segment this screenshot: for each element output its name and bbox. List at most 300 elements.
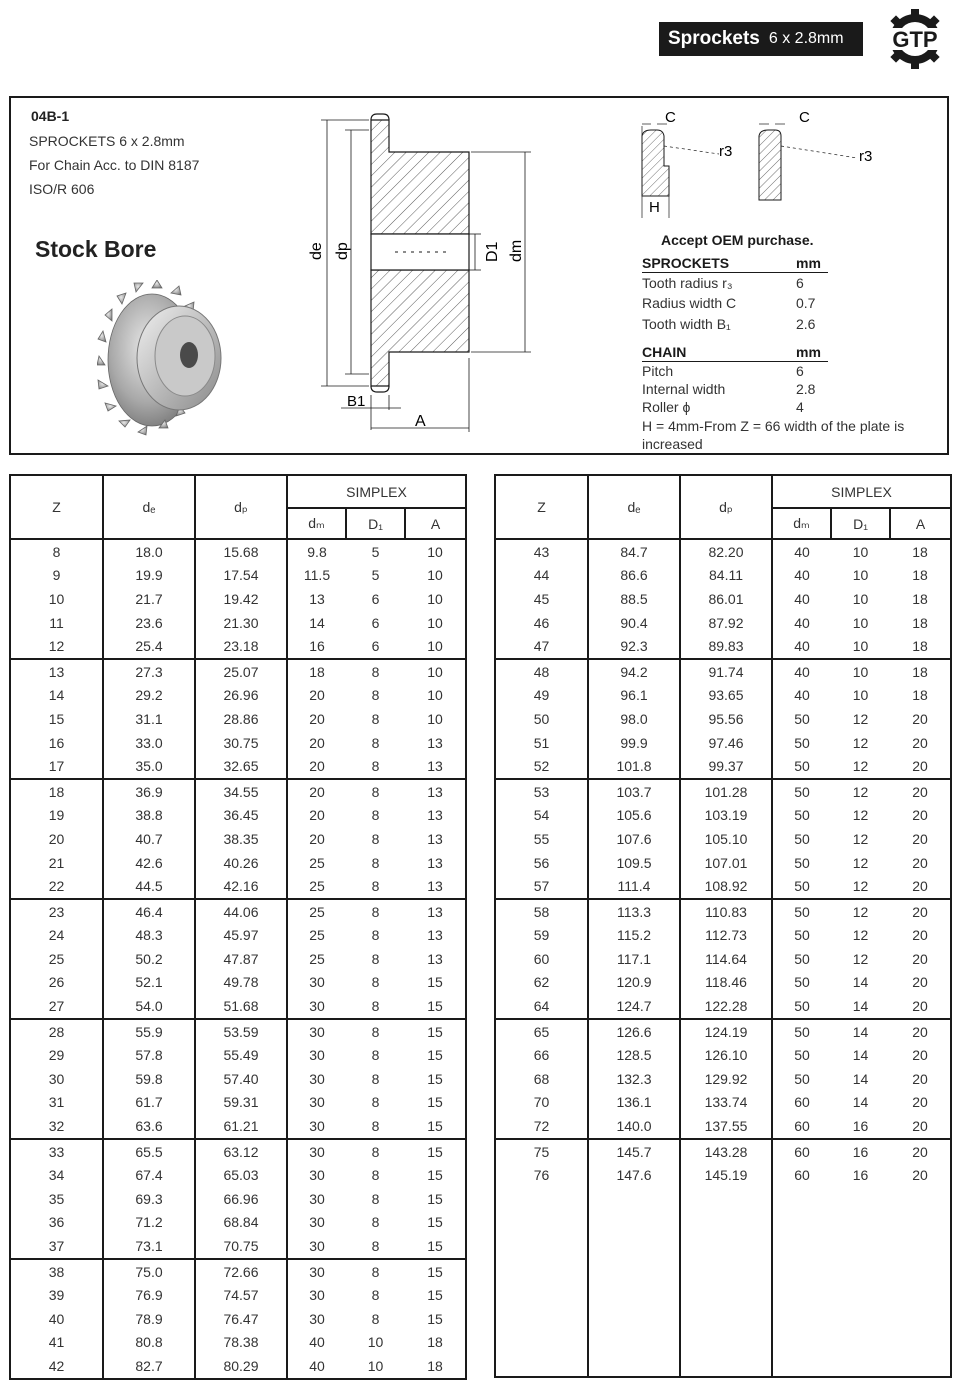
table-cell: 52 xyxy=(495,754,588,779)
table-row xyxy=(495,731,951,755)
table-cell: 10 xyxy=(405,634,466,659)
table-cell: 13 xyxy=(405,827,466,851)
table-cell: 20 xyxy=(890,1043,951,1067)
table-cell: 80.29 xyxy=(195,1354,287,1379)
table-cell xyxy=(588,1329,680,1353)
table-cell: 50 xyxy=(772,804,831,828)
table-row xyxy=(10,971,466,995)
table-cell: 63.6 xyxy=(103,1114,195,1139)
table-cell: 103.19 xyxy=(680,804,772,828)
table-cell: 50 xyxy=(772,924,831,948)
table-cell: 12 xyxy=(852,734,869,751)
table-cell: 78.9 xyxy=(103,1307,195,1331)
table-cell xyxy=(890,1281,951,1305)
table-cell: 8 xyxy=(371,927,380,944)
table-cell: 66 xyxy=(495,1043,588,1067)
table-cell: 18 xyxy=(890,611,951,635)
table-cell: 20 xyxy=(287,827,346,851)
dp-header: dₚ xyxy=(680,475,772,539)
table-cell: 61.7 xyxy=(103,1091,195,1115)
table-cell: 8 xyxy=(371,710,380,727)
table-cell: 20 xyxy=(890,1019,951,1044)
table-cell: 97.46 xyxy=(680,731,772,755)
table-cell: 80.8 xyxy=(103,1331,195,1355)
table-cell xyxy=(495,1211,588,1235)
table-cell: 66.96 xyxy=(195,1187,287,1211)
table-row xyxy=(10,1283,466,1307)
table-cell: 50 xyxy=(772,754,831,779)
dm-header: dₘ xyxy=(772,508,831,539)
table-cell: 8 xyxy=(346,994,405,1019)
sprocket-table-left xyxy=(9,474,467,1380)
table-cell: 12 xyxy=(852,807,869,824)
sprocket-photo xyxy=(97,280,227,440)
table-cell: 15 xyxy=(405,971,466,995)
table-cell xyxy=(831,1352,890,1377)
table-cell: 145.7 xyxy=(588,1139,680,1164)
table-cell: 21.30 xyxy=(195,611,287,635)
table-cell: 24 xyxy=(10,924,103,948)
table-cell: 41 xyxy=(10,1331,103,1355)
table-cell: 8 xyxy=(371,1190,380,1207)
table-cell: 10 xyxy=(405,684,466,708)
table-cell: 18 xyxy=(890,564,951,588)
table-cell xyxy=(680,1258,772,1282)
table-cell: 49.78 xyxy=(195,971,287,995)
table-cell: 27 xyxy=(10,994,103,1019)
c-label: C xyxy=(665,109,676,126)
table-row xyxy=(495,1211,951,1235)
table-row xyxy=(10,827,466,851)
table-cell: 10 xyxy=(831,634,890,659)
table-cell: 59.8 xyxy=(103,1067,195,1091)
table-cell: 20 xyxy=(890,1091,951,1115)
table-cell xyxy=(772,1211,831,1235)
table-cell: 68 xyxy=(495,1067,588,1091)
table-cell: 5 xyxy=(371,567,380,584)
table-cell: 9.8 xyxy=(287,539,346,564)
table-cell: 60 xyxy=(772,1091,831,1115)
table-cell: 101.8 xyxy=(588,754,680,779)
table-cell: 14 xyxy=(852,1047,869,1064)
table-cell: 54.0 xyxy=(103,994,195,1019)
table-cell: 15 xyxy=(405,1019,466,1044)
table-row xyxy=(495,827,951,851)
table-cell: 15 xyxy=(405,1139,466,1164)
table-cell: 50 xyxy=(772,851,831,875)
table-cell: 71.2 xyxy=(103,1211,195,1235)
table-cell xyxy=(772,1352,831,1377)
table-cell: 15 xyxy=(405,1259,466,1284)
table-cell: 61.21 xyxy=(195,1114,287,1139)
table-cell: 20 xyxy=(890,994,951,1019)
table-cell: 30 xyxy=(287,1307,346,1331)
table-row xyxy=(10,851,466,875)
table-cell: 12 xyxy=(831,754,890,779)
table-cell: 14 xyxy=(852,1094,869,1111)
table-row xyxy=(10,1354,466,1379)
table-cell: 29.2 xyxy=(103,684,195,708)
table-cell: 8 xyxy=(346,874,405,899)
table-cell: 92.3 xyxy=(588,634,680,659)
table-cell: 8 xyxy=(371,854,380,871)
table-row xyxy=(495,804,951,828)
table-cell xyxy=(831,1305,890,1329)
table-cell: 26 xyxy=(10,971,103,995)
simplex-header: SIMPLEX xyxy=(287,475,466,508)
table-cell xyxy=(680,1305,772,1329)
spec-info-box: 04B-1 SPROCKETS 6 x 2.8mm For Chain Acc. to DIN 8187 ISO/R 606 Stock Bore de dp D1 dm B1 A C C r3 r3 H Accept OEM purchase. SPROCKETS mm Tooth radius r₃ 6 Radius width C 0.7 Tooth width B₁ 2.6 CHAIN mm Pitch 6 Internal width 2.8 Roller ϕ 4 H = 4mm-From Z = 66 width of the plate is increased xyxy=(9,96,949,455)
table-cell: 13 xyxy=(405,874,466,899)
table-cell xyxy=(680,1352,772,1377)
table-cell: 10 xyxy=(346,1354,405,1379)
table-cell: 42.6 xyxy=(103,851,195,875)
table-cell: 18 xyxy=(10,779,103,804)
gtp-logo xyxy=(877,8,953,70)
table-row xyxy=(10,754,466,779)
table-cell: 40 xyxy=(287,1331,346,1355)
tooth-profile-drawings xyxy=(629,106,879,226)
table-cell: 8 xyxy=(346,1234,405,1259)
table-cell: 20 xyxy=(890,804,951,828)
table-cell: 72 xyxy=(495,1114,588,1139)
table-cell: 30 xyxy=(287,994,346,1019)
table-cell xyxy=(680,1211,772,1235)
d1-label: D1 xyxy=(484,241,501,262)
table-cell: 31.1 xyxy=(103,707,195,731)
d1-header: D₁ xyxy=(346,508,405,539)
table-cell: 50 xyxy=(772,899,831,924)
table-row xyxy=(10,1114,466,1139)
table-cell: 84.11 xyxy=(680,564,772,588)
table-cell xyxy=(890,1305,951,1329)
table-cell: 76 xyxy=(495,1163,588,1187)
table-cell: 57 xyxy=(495,874,588,899)
table-row xyxy=(495,1139,951,1164)
table-cell: 10 xyxy=(852,663,869,680)
table-cell: 17 xyxy=(10,754,103,779)
table-cell xyxy=(495,1281,588,1305)
table-cell: 72.66 xyxy=(195,1259,287,1284)
table-cell: 90.4 xyxy=(588,611,680,635)
table-cell: 18.0 xyxy=(103,539,195,564)
table-cell: 50 xyxy=(772,1019,831,1044)
table-row xyxy=(10,804,466,828)
table-cell: 29 xyxy=(10,1043,103,1067)
table-cell: 124.19 xyxy=(680,1019,772,1044)
h-label: H xyxy=(649,199,660,216)
table-cell: 50 xyxy=(772,971,831,995)
table-cell: 25 xyxy=(10,947,103,971)
table-cell: 42.16 xyxy=(195,874,287,899)
table-cell: 20 xyxy=(890,947,951,971)
table-row xyxy=(10,947,466,971)
table-cell: 18 xyxy=(890,684,951,708)
table-cell: 13 xyxy=(405,804,466,828)
table-cell: 43 xyxy=(495,539,588,564)
table-cell: 38.35 xyxy=(195,827,287,851)
table-row xyxy=(10,874,466,899)
table-cell: 30 xyxy=(287,1187,346,1211)
table-cell: 30 xyxy=(287,1234,346,1259)
table-cell: 40 xyxy=(772,611,831,635)
table-cell: 19 xyxy=(10,804,103,828)
table-cell: 75 xyxy=(495,1139,588,1164)
table-row xyxy=(495,899,951,924)
table-cell: 126.6 xyxy=(588,1019,680,1044)
table-cell: 16 xyxy=(287,634,346,659)
table-cell: 50 xyxy=(772,994,831,1019)
table-cell: 109.5 xyxy=(588,851,680,875)
table-row xyxy=(495,1258,951,1282)
table-cell: 129.92 xyxy=(680,1067,772,1091)
table-row xyxy=(10,1187,466,1211)
table-cell: 33 xyxy=(10,1139,103,1164)
de-header: dₑ xyxy=(588,475,680,539)
table-cell: 8 xyxy=(371,734,380,751)
table-cell: 93.65 xyxy=(680,684,772,708)
table-cell: 30 xyxy=(287,1283,346,1307)
table-cell: 75.0 xyxy=(103,1259,195,1284)
table-cell: 47 xyxy=(495,634,588,659)
table-cell xyxy=(890,1329,951,1353)
table-cell: 76.9 xyxy=(103,1283,195,1307)
table-row xyxy=(495,1234,951,1258)
table-cell: 112.73 xyxy=(680,924,772,948)
table-cell: 78.38 xyxy=(195,1331,287,1355)
table-row xyxy=(495,1305,951,1329)
table-cell: 60 xyxy=(772,1114,831,1139)
table-cell: 65.5 xyxy=(103,1139,195,1164)
table-cell: 46.4 xyxy=(103,899,195,924)
table-cell: 42 xyxy=(10,1354,103,1379)
table-cell: 20 xyxy=(890,1067,951,1091)
table-cell: 10 xyxy=(405,587,466,611)
table-row xyxy=(10,994,466,1019)
table-cell: 10 xyxy=(367,1334,384,1351)
table-cell: 18 xyxy=(890,587,951,611)
table-cell: 35 xyxy=(10,1187,103,1211)
table-cell: 96.1 xyxy=(588,684,680,708)
table-cell: 34 xyxy=(10,1163,103,1187)
table-cell: 10 xyxy=(852,543,869,560)
dm-header: dₘ xyxy=(287,508,346,539)
table-cell: 30 xyxy=(287,1114,346,1139)
table-cell: 14 xyxy=(287,611,346,635)
table-cell: 13 xyxy=(405,899,466,924)
table-row xyxy=(495,564,951,588)
table-cell: 25 xyxy=(287,851,346,875)
table-cell: 55 xyxy=(495,827,588,851)
table-cell: 62 xyxy=(495,971,588,995)
table-cell: 65.03 xyxy=(195,1163,287,1187)
table-cell: 40 xyxy=(287,1354,346,1379)
table-cell xyxy=(495,1305,588,1329)
table-cell: 13 xyxy=(10,659,103,684)
table-row xyxy=(495,684,951,708)
table-row xyxy=(495,994,951,1019)
table-cell: 15 xyxy=(405,1187,466,1211)
table-cell: 18 xyxy=(890,659,951,684)
table-row xyxy=(495,1281,951,1305)
table-cell: 8 xyxy=(371,1070,380,1087)
table-row xyxy=(495,634,951,659)
a-header: A xyxy=(405,508,466,539)
table-cell: 12 xyxy=(852,830,869,847)
table-row xyxy=(10,1307,466,1331)
table-cell: 20 xyxy=(287,804,346,828)
table-cell: 5 xyxy=(371,543,380,560)
table-cell: 89.83 xyxy=(680,634,772,659)
table-cell: 15 xyxy=(405,1114,466,1139)
table-cell: 145.19 xyxy=(680,1163,772,1187)
table-cell: 44.06 xyxy=(195,899,287,924)
table-cell: 13 xyxy=(405,754,466,779)
table-cell xyxy=(680,1234,772,1258)
table-cell: 30 xyxy=(287,1259,346,1284)
table-row xyxy=(10,731,466,755)
table-cell: 6 xyxy=(346,634,405,659)
table-cell: 8 xyxy=(346,754,405,779)
table-row xyxy=(495,1091,951,1115)
table-cell: 40 xyxy=(772,634,831,659)
table-cell: 8 xyxy=(371,783,380,800)
table-cell xyxy=(890,1211,951,1235)
table-cell xyxy=(890,1352,951,1377)
table-cell xyxy=(495,1234,588,1258)
table-row xyxy=(10,539,466,564)
table-cell: 15 xyxy=(405,1234,466,1259)
table-row xyxy=(495,1019,951,1044)
table-cell: 111.4 xyxy=(588,874,680,899)
table-cell: 20 xyxy=(10,827,103,851)
table-cell: 15 xyxy=(405,1163,466,1187)
spec-line: SPROCKETS 6 x 2.8mm xyxy=(29,133,185,149)
table-cell: 15 xyxy=(405,1283,466,1307)
table-cell: 10 xyxy=(405,659,466,684)
table-cell: 15 xyxy=(405,994,466,1019)
table-cell: 25.07 xyxy=(195,659,287,684)
table-cell: 8 xyxy=(371,950,380,967)
table-cell: 15 xyxy=(405,1043,466,1067)
table-cell xyxy=(588,1234,680,1258)
table-cell: 60 xyxy=(772,1163,831,1187)
dp-header: dₚ xyxy=(195,475,287,539)
table-cell: 8 xyxy=(371,1167,380,1184)
table-cell: 23.6 xyxy=(103,611,195,635)
table-cell: 133.74 xyxy=(680,1091,772,1115)
table-cell xyxy=(772,1329,831,1353)
table-cell: 10 xyxy=(405,611,466,635)
table-cell: 136.1 xyxy=(588,1091,680,1115)
table-cell: 10 xyxy=(405,564,466,588)
table-cell: 20 xyxy=(287,731,346,755)
table-cell: 18 xyxy=(890,539,951,564)
table-cell: 99.9 xyxy=(588,731,680,755)
dm-label: dm xyxy=(508,239,525,262)
table-cell: 40.26 xyxy=(195,851,287,875)
table-cell: 20 xyxy=(890,1163,951,1187)
oem-note: Accept OEM purchase. xyxy=(661,232,814,248)
table-cell: 21.7 xyxy=(103,587,195,611)
table-row xyxy=(10,1139,466,1164)
table-cell: 30 xyxy=(10,1067,103,1091)
table-cell: 20 xyxy=(890,707,951,731)
table-cell: 8 xyxy=(371,1287,380,1304)
table-cell xyxy=(588,1281,680,1305)
table-row xyxy=(495,874,951,899)
table-cell: 50 xyxy=(772,874,831,899)
table-cell: 73.1 xyxy=(103,1234,195,1259)
table-cell: 8 xyxy=(371,1263,380,1280)
table-cell: 20 xyxy=(890,779,951,804)
table-cell: 18 xyxy=(405,1354,466,1379)
table-cell: 74.57 xyxy=(195,1283,287,1307)
table-cell: 45 xyxy=(495,587,588,611)
table-cell: 82.7 xyxy=(103,1354,195,1379)
table-cell: 57.40 xyxy=(195,1067,287,1091)
table-cell xyxy=(680,1187,772,1211)
table-cell: 10 xyxy=(852,614,869,631)
table-cell: 8 xyxy=(371,974,380,991)
table-cell: 52.1 xyxy=(103,971,195,995)
table-row xyxy=(495,1352,951,1377)
table-cell: 30 xyxy=(287,1211,346,1235)
a-header: A xyxy=(890,508,951,539)
table-cell: 50 xyxy=(772,707,831,731)
table-cell: 8 xyxy=(371,1310,380,1327)
de-label: de xyxy=(308,242,325,260)
table-cell: 70 xyxy=(495,1091,588,1115)
table-cell: 22 xyxy=(10,874,103,899)
table-cell: 50 xyxy=(772,1043,831,1067)
table-cell: 20 xyxy=(890,874,951,899)
table-cell: 53 xyxy=(495,779,588,804)
table-cell xyxy=(890,1258,951,1282)
table-cell xyxy=(831,1329,890,1353)
table-cell: 8 xyxy=(371,830,380,847)
table-cell: 12 xyxy=(852,854,869,871)
table-cell: 91.74 xyxy=(680,659,772,684)
table-row xyxy=(495,659,951,684)
table-cell: 51.68 xyxy=(195,994,287,1019)
table-cell: 19.9 xyxy=(103,564,195,588)
table-cell: 30 xyxy=(287,1091,346,1115)
table-cell: 40 xyxy=(772,564,831,588)
sprocket-table-right xyxy=(494,474,952,1378)
table-cell: 46 xyxy=(495,611,588,635)
sprocket-section-drawing xyxy=(301,110,541,440)
table-cell: 68.84 xyxy=(195,1211,287,1235)
table-cell xyxy=(890,1187,951,1211)
table-row xyxy=(495,924,951,948)
table-cell: 10 xyxy=(405,539,466,564)
table-cell: 40 xyxy=(772,587,831,611)
table-cell: 18 xyxy=(890,634,951,659)
table-cell xyxy=(680,1281,772,1305)
table-row xyxy=(495,1163,951,1187)
table-cell xyxy=(495,1329,588,1353)
table-cell: 32.65 xyxy=(195,754,287,779)
table-cell: 69.3 xyxy=(103,1187,195,1211)
table-cell: 50 xyxy=(772,947,831,971)
table-cell: 20 xyxy=(890,924,951,948)
table-row xyxy=(495,1187,951,1211)
table-cell: 88.5 xyxy=(588,587,680,611)
table-row xyxy=(495,1329,951,1353)
table-row xyxy=(10,684,466,708)
table-cell: 57.8 xyxy=(103,1043,195,1067)
